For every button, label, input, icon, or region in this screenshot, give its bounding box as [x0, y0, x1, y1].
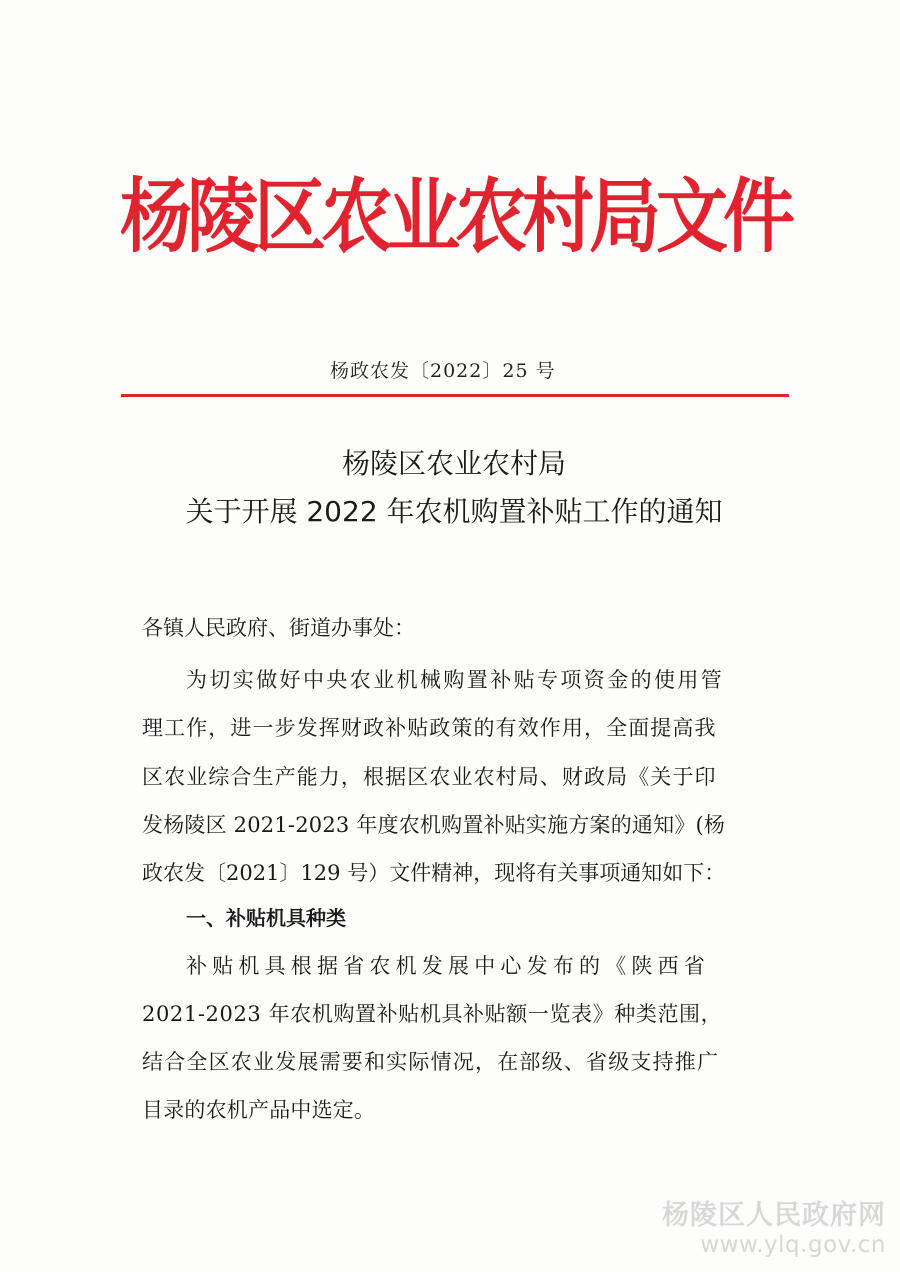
notice-title-line-2: 关于开展 2022 年农机购置补贴工作的通知: [185, 495, 723, 528]
masthead-title: 杨陵区农业农村局文件: [120, 168, 791, 264]
paragraph-line: 区农业综合生产能力，根据区农业农村局、财政局《关于印: [142, 765, 717, 789]
paragraph-line: 为切实做好中央农业机械购置补贴专项资金的使用管: [186, 668, 725, 692]
paragraph-line: 理工作，进一步发挥财政补贴政策的有效作用，全面提高我: [142, 716, 717, 740]
paragraph-line: 补贴机具根据省农机发展中心发布的《陕西省: [186, 954, 710, 978]
salutation: 各镇人民政府、街道办事处：: [142, 616, 415, 640]
watermark-url: www.ylq.gov.cn: [700, 1232, 886, 1259]
site-watermark: [662, 1200, 886, 1260]
paragraph-line: 发杨陵区 2021-2023 年度农机购置补贴实施方案的通知》(杨: [142, 813, 726, 837]
red-divider-line: [121, 394, 789, 397]
notice-title-line-1: 杨陵区农业农村局: [341, 447, 566, 480]
section-heading-1: 一、补贴机具种类: [186, 906, 346, 930]
paragraph-line: 目录的农机产品中选定。: [142, 1098, 376, 1122]
document-number: 杨政农发〔2022〕25 号: [330, 360, 556, 382]
watermark-site-name: 杨陵区人民政府网: [662, 1200, 886, 1232]
paragraph-line: 2021-2023 年农机购置补贴机具补贴额一览表》种类范围，: [142, 1002, 723, 1026]
paragraph-line: 政农发〔2021〕129 号）文件精神，现将有关事项通知如下：: [142, 861, 726, 885]
paragraph-line: 结合全区农业发展需要和实际情况，在部级、省级支持推广: [142, 1050, 720, 1074]
